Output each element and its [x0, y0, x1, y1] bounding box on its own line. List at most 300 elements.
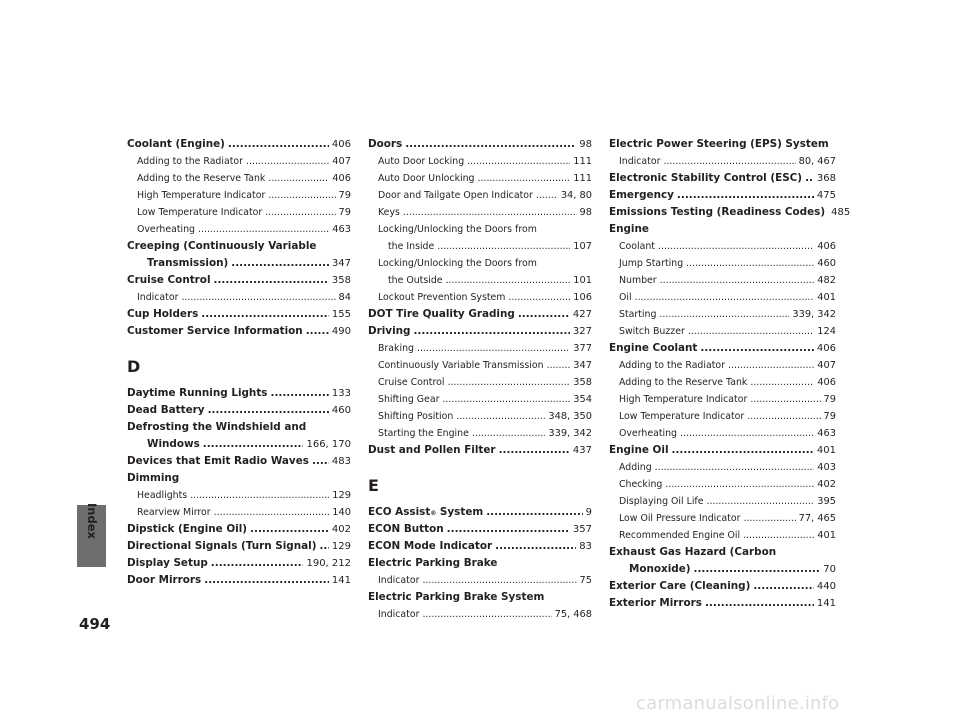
dot-leader	[214, 504, 330, 521]
index-entry-term: Indicator	[378, 575, 420, 586]
dot-leader	[181, 289, 335, 306]
index-entry-pages[interactable]: 111	[573, 173, 592, 184]
index-entry[interactable]	[127, 538, 351, 555]
index-entry-pages[interactable]: 124	[817, 326, 836, 337]
index-entry[interactable]	[368, 255, 592, 272]
index-entry[interactable]	[368, 204, 592, 221]
index-entry[interactable]	[609, 306, 836, 323]
dot-leader	[231, 255, 329, 272]
index-entry-term: Overheating	[137, 224, 196, 235]
dot-leader	[694, 561, 821, 578]
dot-leader	[747, 408, 820, 425]
index-entry[interactable]	[127, 153, 351, 170]
index-entry-term: Indicator	[378, 609, 420, 620]
index-entry-term: Devices that Emit Radio Waves	[127, 455, 309, 467]
dot-leader	[208, 402, 329, 419]
index-entry[interactable]	[368, 538, 592, 555]
index-entry[interactable]	[609, 578, 836, 595]
index-entry-pages[interactable]: 166, 170	[306, 439, 351, 450]
index-entry[interactable]	[368, 272, 592, 289]
index-entry-pages[interactable]: 437	[572, 445, 592, 456]
index-entry[interactable]	[127, 170, 351, 187]
index-entry[interactable]	[368, 408, 592, 425]
index-entry-pages[interactable]: 75, 468	[554, 609, 592, 620]
index-entry-pages[interactable]: 141	[331, 575, 351, 586]
col1-entries	[127, 136, 351, 340]
index-entry-term: Rearview Mirror	[137, 507, 211, 518]
index-entry[interactable]	[609, 357, 836, 374]
index-entry-pages[interactable]: 347	[331, 258, 351, 269]
registered-mark: ®	[430, 510, 437, 517]
index-entry-term: High Temperature Indicator	[137, 190, 266, 201]
dot-leader	[518, 306, 570, 323]
dot-leader	[499, 442, 570, 459]
dot-leader	[508, 289, 570, 306]
index-entry-term: ECO Assist	[368, 506, 431, 518]
index-entry-pages[interactable]: 460	[331, 405, 351, 416]
index-entry-term: Lockout Prevention System	[378, 292, 506, 303]
index-entry[interactable]	[127, 323, 351, 340]
dot-leader	[743, 510, 795, 527]
index-entry[interactable]	[609, 221, 836, 238]
index-entry[interactable]	[127, 453, 351, 470]
index-entry-term: Locking/Unlocking the Doors from	[378, 224, 537, 235]
dot-leader	[447, 374, 570, 391]
index-entry[interactable]	[609, 187, 836, 204]
index-entry[interactable]	[127, 521, 351, 538]
index-entry-term: Locking/Unlocking the Doors from	[378, 258, 537, 269]
index-entry-term: Auto Door Locking	[378, 156, 465, 167]
index-entry[interactable]	[127, 221, 351, 238]
dot-leader	[686, 255, 814, 272]
index-entry-pages[interactable]: 98	[579, 139, 592, 150]
index-entry-pages[interactable]: 133	[331, 388, 351, 399]
index-column-3	[609, 136, 851, 612]
index-entry[interactable]	[127, 572, 351, 589]
index-entry-term: Exhaust Gas Hazard (Carbon	[609, 546, 777, 558]
index-entry-term: Displaying Oil Life	[619, 496, 704, 507]
index-entry[interactable]	[127, 470, 351, 487]
dot-leader	[228, 136, 329, 153]
index-entry[interactable]	[609, 170, 836, 187]
index-entry[interactable]	[368, 606, 592, 623]
dot-leader	[198, 221, 329, 238]
page-number: 494	[79, 615, 111, 633]
col2-entries-e	[368, 504, 592, 623]
dot-leader	[805, 170, 814, 187]
index-entry-term: the Inside	[388, 241, 435, 252]
index-entry[interactable]	[609, 442, 836, 459]
index-entry[interactable]	[609, 272, 836, 289]
index-entry[interactable]	[609, 340, 836, 357]
index-entry-pages[interactable]: 463	[817, 428, 836, 439]
index-entry-pages[interactable]: 129	[332, 490, 351, 501]
dot-leader	[447, 521, 570, 538]
index-entry-term: ECON Mode Indicator	[368, 540, 493, 552]
section-letter-d: D	[127, 357, 141, 376]
index-entry[interactable]	[127, 436, 351, 453]
dot-leader	[707, 493, 815, 510]
index-entry-term: Door Mirrors	[127, 574, 202, 586]
col1-entries-d	[127, 385, 351, 589]
dot-leader	[312, 453, 329, 470]
dot-leader	[306, 323, 329, 340]
dot-leader	[705, 595, 814, 612]
index-entry-term: Engine	[609, 223, 649, 235]
dot-leader	[472, 425, 545, 442]
index-entry-pages[interactable]: 106	[573, 292, 592, 303]
index-entry-term: Windows	[147, 438, 200, 450]
index-entry-term: Emergency	[609, 189, 674, 201]
dot-leader	[268, 187, 335, 204]
index-entry-pages[interactable]: 406	[331, 139, 351, 150]
index-entry[interactable]	[368, 170, 592, 187]
dot-leader	[203, 436, 304, 453]
index-entry-term: Auto Door Unlocking	[378, 173, 475, 184]
index-entry[interactable]	[368, 153, 592, 170]
dot-leader	[635, 289, 815, 306]
dot-leader	[413, 323, 569, 340]
index-entry[interactable]	[368, 555, 592, 572]
index-entry-term: Switch Buzzer	[619, 326, 685, 337]
index-entry-pages[interactable]: 77, 465	[798, 513, 836, 524]
index-entry-term: Defrosting the Windshield and	[127, 421, 307, 433]
index-entry-pages[interactable]: 101	[573, 275, 592, 286]
index-entry-pages[interactable]: 79	[823, 394, 836, 405]
dot-leader	[446, 272, 571, 289]
index-entry-term: Jump Starting	[619, 258, 684, 269]
index-entry-pages[interactable]: 70	[823, 564, 836, 575]
index-entry-term: Creeping (Continuously Variable	[127, 240, 317, 252]
index-entry[interactable]	[609, 459, 836, 476]
index-entry[interactable]	[609, 476, 836, 493]
index-entry-term-suffix: System	[436, 506, 484, 518]
dot-leader	[250, 521, 329, 538]
dot-leader	[211, 555, 304, 572]
index-entry-pages[interactable]: 327	[572, 326, 592, 337]
index-entry-pages[interactable]: 129	[331, 541, 351, 552]
index-entry-pages[interactable]: 440	[816, 581, 836, 592]
index-entry-term: Shifting Position	[378, 411, 454, 422]
dot-leader	[750, 391, 820, 408]
index-entry[interactable]	[368, 306, 592, 323]
index-entry-term: Doors	[368, 138, 403, 150]
index-entry-term: Cruise Control	[127, 274, 211, 286]
index-entry-pages[interactable]: 407	[817, 360, 836, 371]
index-entry[interactable]	[368, 238, 592, 255]
index-entry-term: Directional Signals (Turn Signal)	[127, 540, 317, 552]
index-entry[interactable]	[368, 589, 592, 606]
index-entry[interactable]	[368, 391, 592, 408]
dot-leader	[688, 323, 814, 340]
dot-leader	[672, 442, 814, 459]
index-entry-term: Shifting Gear	[378, 394, 440, 405]
index-entry-term: Exterior Care (Cleaning)	[609, 580, 751, 592]
dot-leader	[659, 306, 789, 323]
index-entry-pages[interactable]: 358	[573, 377, 592, 388]
dot-leader	[268, 170, 329, 187]
index-entry[interactable]	[368, 289, 592, 306]
index-entry-term: Low Temperature Indicator	[137, 207, 263, 218]
index-entry-pages[interactable]: 403	[817, 462, 836, 473]
index-entry-pages[interactable]: 377	[573, 343, 592, 354]
index-entry-pages[interactable]: 463	[332, 224, 351, 235]
index-entry-term: Recommended Engine Oil	[619, 530, 741, 541]
dot-leader	[728, 357, 814, 374]
dot-leader	[750, 374, 814, 391]
index-entry[interactable]	[368, 340, 592, 357]
index-entry[interactable]	[609, 238, 836, 255]
index-entry-pages[interactable]: 402	[331, 524, 351, 535]
dot-leader	[190, 487, 329, 504]
dot-leader	[422, 572, 576, 589]
dot-leader	[547, 357, 571, 374]
index-entry-term: Dust and Pollen Filter	[368, 444, 496, 456]
index-entry[interactable]	[127, 255, 351, 272]
index-column-1	[127, 136, 351, 589]
dot-leader	[677, 187, 814, 204]
index-entry-term: Adding	[619, 462, 652, 473]
index-entry-pages[interactable]: 406	[332, 173, 351, 184]
dot-leader	[658, 238, 814, 255]
index-entry-term: Display Setup	[127, 557, 208, 569]
index-entry-term: Low Oil Pressure Indicator	[619, 513, 741, 524]
index-entry-pages[interactable]: 427	[572, 309, 592, 320]
index-entry-pages[interactable]: 485	[831, 207, 851, 218]
index-entry[interactable]	[368, 572, 592, 589]
dot-leader	[660, 272, 815, 289]
index-entry[interactable]	[368, 357, 592, 374]
index-entry[interactable]	[609, 493, 836, 510]
index-entry[interactable]	[368, 374, 592, 391]
index-entry[interactable]	[368, 323, 592, 340]
dot-leader	[403, 204, 577, 221]
index-entry[interactable]	[127, 306, 351, 323]
index-entry-pages[interactable]: 395	[817, 496, 836, 507]
index-entry-pages[interactable]: 406	[817, 241, 836, 252]
index-entry-term: Exterior Mirrors	[609, 597, 702, 609]
index-entry-term: Low Temperature Indicator	[619, 411, 745, 422]
index-entry-term: Driving	[368, 325, 411, 337]
index-entry[interactable]	[368, 504, 592, 521]
index-entry-term: Indicator	[137, 292, 179, 303]
index-entry[interactable]	[609, 153, 836, 170]
index-entry[interactable]	[127, 289, 351, 306]
index-entry-term: Cruise Control	[378, 377, 445, 388]
index-entry[interactable]	[609, 204, 851, 221]
index-entry-term: Dead Battery	[127, 404, 205, 416]
index-entry[interactable]	[127, 272, 351, 289]
dot-leader	[265, 204, 335, 221]
index-entry[interactable]	[609, 510, 836, 527]
dot-leader	[271, 385, 329, 402]
index-entry-pages[interactable]: 98	[579, 207, 592, 218]
index-entry-term: Door and Tailgate Open Indicator	[378, 190, 533, 201]
index-entry-pages[interactable]: 402	[817, 479, 836, 490]
index-entry[interactable]	[368, 521, 592, 538]
index-entry-pages[interactable]: 83	[579, 541, 592, 552]
dot-leader	[319, 538, 328, 555]
index-entry-term: Cup Holders	[127, 308, 199, 320]
index-entry-term: the Outside	[388, 275, 443, 286]
dot-leader	[246, 153, 329, 170]
index-entry-term: Dimming	[127, 472, 180, 484]
index-entry[interactable]	[127, 504, 351, 521]
index-entry-pages[interactable]: 9	[585, 507, 592, 518]
index-entry-pages[interactable]: 80, 467	[798, 156, 836, 167]
index-entry-term: Daytime Running Lights	[127, 387, 268, 399]
index-entry-term: DOT Tire Quality Grading	[368, 308, 515, 320]
index-entry[interactable]	[609, 391, 836, 408]
index-entry[interactable]	[609, 595, 836, 612]
dot-leader	[478, 170, 571, 187]
index-entry[interactable]	[609, 255, 836, 272]
index-entry-pages[interactable]: 401	[817, 530, 836, 541]
dot-leader	[405, 136, 576, 153]
index-entry[interactable]	[127, 238, 351, 255]
index-entry-term: Electronic Stability Control (ESC)	[609, 172, 803, 184]
index-entry-pages[interactable]: 141	[816, 598, 836, 609]
index-entry-pages[interactable]: 79	[823, 411, 836, 422]
index-entry-pages[interactable]: 339, 342	[548, 428, 592, 439]
index-entry[interactable]	[368, 221, 592, 238]
index-entry-pages[interactable]: 483	[331, 456, 351, 467]
index-entry-term: Adding to the Reserve Tank	[619, 377, 748, 388]
index-entry-pages[interactable]: 401	[817, 292, 836, 303]
index-column-2	[368, 136, 592, 623]
index-entry-term: Coolant (Engine)	[127, 138, 225, 150]
index-entry[interactable]	[609, 544, 836, 561]
dot-leader	[655, 459, 815, 476]
dot-leader	[422, 606, 551, 623]
index-entry-term: Electric Parking Brake System	[368, 591, 545, 603]
index-entry-pages[interactable]: 347	[573, 360, 592, 371]
index-entry-term: Coolant	[619, 241, 655, 252]
index-entry[interactable]	[127, 419, 351, 436]
index-entry-term: Electric Parking Brake	[368, 557, 498, 569]
index-entry[interactable]	[609, 136, 836, 153]
index-entry[interactable]	[127, 187, 351, 204]
index-entry-pages[interactable]: 79	[338, 190, 351, 201]
dot-leader	[214, 272, 329, 289]
index-entry[interactable]	[368, 442, 592, 459]
index-entry-term: High Temperature Indicator	[619, 394, 748, 405]
index-entry-term: Number	[619, 275, 657, 286]
index-entry-pages[interactable]: 190, 212	[306, 558, 351, 569]
index-entry-pages[interactable]: 140	[332, 507, 351, 518]
index-entry-term: Emissions Testing (Readiness Codes)	[609, 206, 826, 218]
index-entry-pages[interactable]: 348, 350	[548, 411, 592, 422]
index-entry[interactable]	[368, 136, 592, 153]
index-entry[interactable]	[609, 425, 836, 442]
index-entry-term: Starting	[619, 309, 657, 320]
index-entry[interactable]	[609, 374, 836, 391]
index-entry-pages[interactable]: 401	[816, 445, 836, 456]
dot-leader	[486, 504, 582, 521]
index-entry-pages[interactable]: 354	[573, 394, 592, 405]
dot-leader	[467, 153, 570, 170]
index-entry-term: Electric Power Steering (EPS) System	[609, 138, 829, 150]
index-entry[interactable]	[127, 487, 351, 504]
index-entry-term: Engine Oil	[609, 444, 669, 456]
dot-leader	[753, 578, 814, 595]
index-entry-term: Customer Service Information	[127, 325, 303, 337]
index-entry[interactable]	[609, 408, 836, 425]
index-entry[interactable]	[127, 385, 351, 402]
index-entry-term: Braking	[378, 343, 414, 354]
dot-leader	[442, 391, 570, 408]
index-entry-pages[interactable]: 475	[816, 190, 836, 201]
dot-leader	[700, 340, 814, 357]
index-entry-pages[interactable]: 407	[332, 156, 351, 167]
index-entry[interactable]	[368, 425, 592, 442]
index-entry-pages[interactable]: 107	[573, 241, 592, 252]
index-entry-pages[interactable]: 406	[816, 343, 836, 354]
dot-leader	[201, 306, 329, 323]
index-entry-term: Headlights	[137, 490, 188, 501]
index-entry-pages[interactable]: 84	[338, 292, 351, 303]
dot-leader	[680, 425, 814, 442]
index-entry-pages[interactable]: 339, 342	[792, 309, 836, 320]
dot-leader	[536, 187, 558, 204]
index-entry-term: Dipstick (Engine Oil)	[127, 523, 248, 535]
index-entry[interactable]	[127, 204, 351, 221]
index-entry-pages[interactable]: 155	[331, 309, 351, 320]
index-entry[interactable]	[609, 527, 836, 544]
index-entry-pages[interactable]: 358	[331, 275, 351, 286]
index-entry[interactable]	[609, 323, 836, 340]
dot-leader	[204, 572, 329, 589]
index-entry-term: Oil	[619, 292, 632, 303]
index-entry-term: Adding to the Radiator	[619, 360, 726, 371]
index-entry[interactable]	[127, 402, 351, 419]
index-entry[interactable]	[368, 187, 592, 204]
index-entry-term: Continuously Variable Transmission	[378, 360, 544, 371]
index-entry[interactable]	[609, 561, 836, 578]
dot-leader	[456, 408, 545, 425]
dot-leader	[743, 527, 814, 544]
watermark: carmanualsonline.info	[636, 693, 840, 714]
section-letter-e: E	[368, 476, 379, 495]
index-entry-pages[interactable]: 460	[817, 258, 836, 269]
dot-leader	[417, 340, 570, 357]
index-entry-pages[interactable]: 357	[572, 524, 592, 535]
index-entry-pages[interactable]: 111	[573, 156, 592, 167]
index-entry-term: Starting the Engine	[378, 428, 469, 439]
index-entry-term: Transmission)	[147, 257, 229, 269]
col2-entries	[368, 136, 592, 459]
index-entry-pages[interactable]: 368	[816, 173, 836, 184]
index-entry-term: Engine Coolant	[609, 342, 698, 354]
index-entry-term: Adding to the Reserve Tank	[137, 173, 266, 184]
index-entry-pages[interactable]: 406	[817, 377, 836, 388]
index-entry[interactable]	[609, 289, 836, 306]
index-entry-pages[interactable]: 482	[817, 275, 836, 286]
index-entry-term: ECON Button	[368, 523, 444, 535]
index-entry-pages[interactable]: 34, 80	[560, 190, 592, 201]
index-entry-term: Adding to the Radiator	[137, 156, 244, 167]
index-entry-pages[interactable]: 79	[338, 207, 351, 218]
index-entry-term: Keys	[378, 207, 400, 218]
index-entry-term: Monoxide)	[629, 563, 691, 575]
index-entry[interactable]	[127, 136, 351, 153]
index-tab-label: Index	[85, 503, 99, 539]
index-entry-term: Indicator	[619, 156, 661, 167]
index-entry[interactable]	[127, 555, 351, 572]
index-entry-term: Checking	[619, 479, 663, 490]
index-entry-pages[interactable]: 75	[579, 575, 592, 586]
index-entry-pages[interactable]: 490	[331, 326, 351, 337]
